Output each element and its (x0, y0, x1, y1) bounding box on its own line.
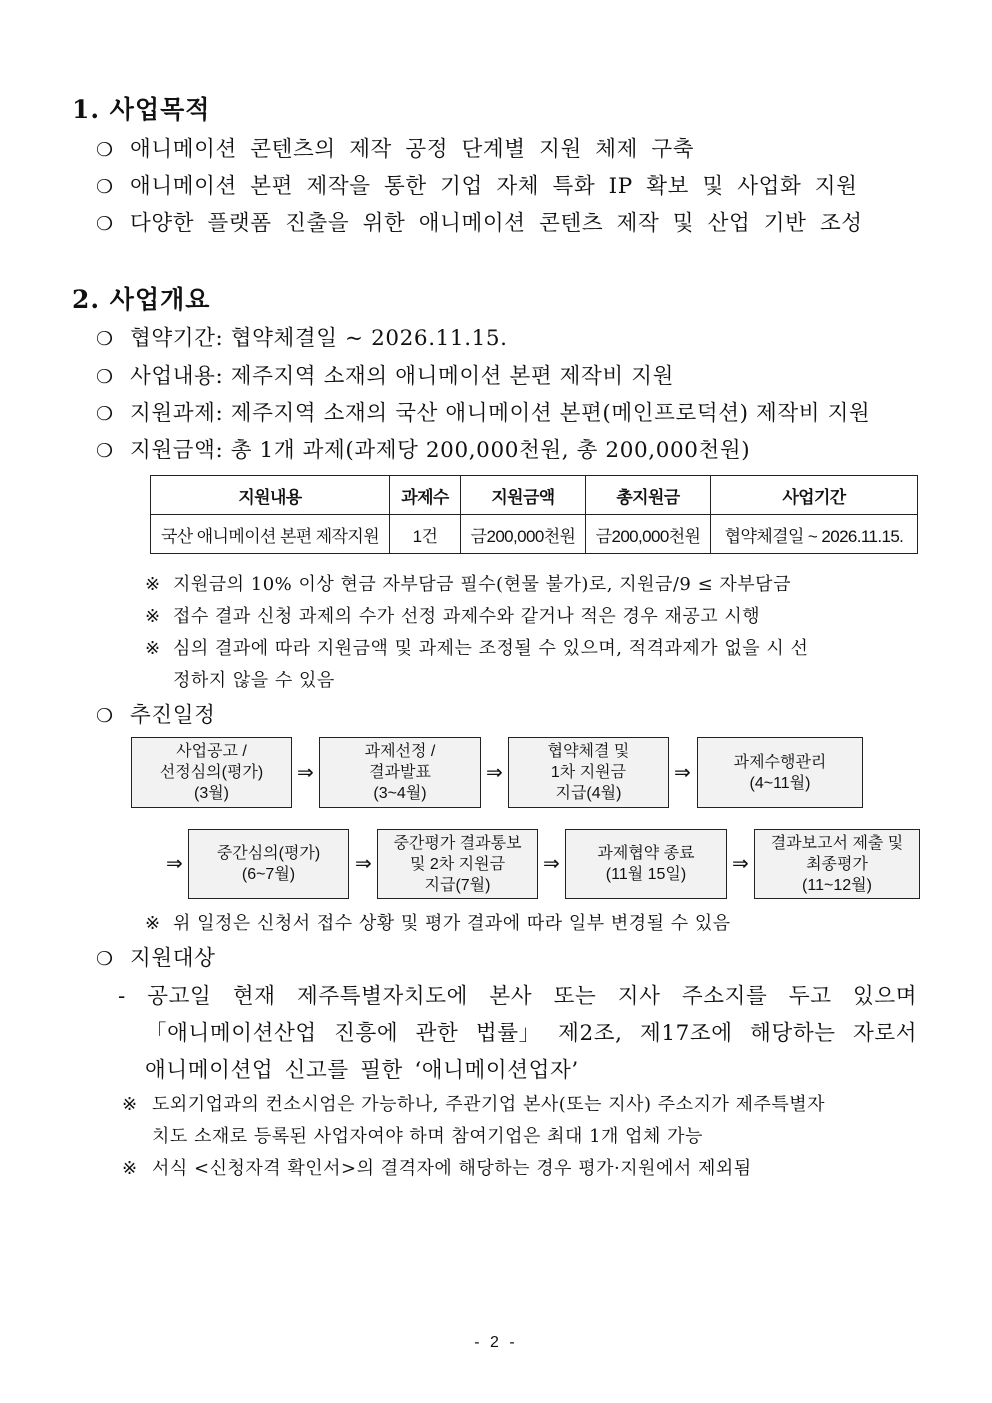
purpose-item-3: ❍ 다양한 플랫폼 진출을 위한 애니메이션 콘텐츠 제작 및 산업 기반 조성 (96, 211, 863, 236)
schedule-step-8: 결과보고서 제출 및 최종평가 (11~12월) (754, 829, 920, 899)
target-line-2: 「애니메이션산업 진흥에 관한 법률」 제2조, 제17조에 해당하는 자로서 (145, 1021, 918, 1046)
target-title: ❍ 지원대상 (96, 946, 216, 971)
funding-table (150, 475, 918, 554)
page-number: - 2 - (474, 1334, 518, 1351)
reference-mark-icon: ※ (145, 606, 161, 627)
schedule-step-3: 협약체결 및 1차 지원금 지급(4월) (508, 737, 669, 808)
right-arrow-icon: ⇒ (674, 760, 691, 784)
right-arrow-icon: ⇒ (486, 760, 503, 784)
overview-item-1: ❍ 협약기간: 협약체결일 ~ 2026.11.15. (96, 326, 508, 351)
note-3: ※ 심의 결과에 따라 지원금액 및 과제는 조정될 수 있으며, 적격과제가 없을 시 선 (145, 638, 809, 659)
note-3-continued: 정하지 않을 수 있음 (173, 670, 335, 691)
target-note-2: ※ 서식 <신청자격 확인서>의 결격자에 해당하는 경우 평가·지원에서 제외됨 (122, 1158, 752, 1179)
note-2: ※ 접수 결과 신청 과제의 수가 선정 과제수와 같거나 적은 경우 재공고 시행 (145, 606, 761, 627)
table-header-cell: 지원내용 (151, 476, 390, 515)
reference-mark-icon: ※ (122, 1094, 138, 1115)
table-header-cell: 과제수 (390, 476, 461, 515)
table-cell: 금200,000천원 (461, 515, 586, 554)
circle-bullet-icon: ❍ (96, 328, 114, 350)
right-arrow-icon: ⇒ (355, 851, 372, 875)
table-header-row (151, 476, 918, 515)
reference-mark-icon: ※ (145, 574, 161, 595)
target-note-1: ※ 도외기업과의 컨소시엄은 가능하나, 주관기업 본사(또는 지사) 주소지가 제주특별자 (122, 1094, 826, 1115)
schedule-title: ❍ 추진일정 (96, 703, 216, 728)
note-1: ※ 지원금의 10% 이상 현금 자부담금 필수(현물 불가)로, 지원금/9 ≤ 자부담금 (145, 574, 791, 595)
overview-item-3: ❍ 지원과제: 제주지역 소재의 국산 애니메이션 본편(메인프로덕션) 제작비 지원 (96, 401, 871, 426)
circle-bullet-icon: ❍ (96, 440, 114, 462)
reference-mark-icon: ※ (145, 638, 161, 659)
section-2-title: 2. 사업개요 (72, 285, 211, 314)
right-arrow-icon: ⇒ (166, 851, 183, 875)
schedule-step-5: 중간심의(평가) (6~7월) (188, 829, 349, 899)
circle-bullet-icon: ❍ (96, 948, 114, 970)
purpose-item-2: ❍ 애니메이션 본편 제작을 통한 기업 자체 특화 IP 확보 및 사업화 지원 (96, 174, 858, 199)
schedule-note: ※ 위 일정은 신청서 접수 상황 및 평가 결과에 따라 일부 변경될 수 있음 (145, 913, 731, 934)
target-note-1-continued: 치도 소재로 등록된 사업자여야 하며 참여기업은 최대 1개 업체 가능 (152, 1126, 703, 1147)
circle-bullet-icon: ❍ (96, 366, 114, 388)
table-row (151, 515, 918, 554)
target-line-1: - 공고일 현재 제주특별자치도에 본사 또는 지사 주소지를 두고 있으며 (118, 984, 918, 1009)
table-cell: 금200,000천원 (586, 515, 711, 554)
circle-bullet-icon: ❍ (96, 705, 114, 727)
table-cell: 협약체결일 ~ 2026.11.15. (711, 515, 918, 554)
circle-bullet-icon: ❍ (96, 139, 114, 161)
circle-bullet-icon: ❍ (96, 213, 114, 235)
schedule-step-2: 과제선정 / 결과발표 (3~4월) (319, 737, 481, 808)
circle-bullet-icon: ❍ (96, 403, 114, 425)
overview-item-2: ❍ 사업내용: 제주지역 소재의 애니메이션 본편 제작비 지원 (96, 364, 674, 389)
schedule-step-6: 중간평가 결과통보 및 2차 지원금 지급(7월) (377, 829, 538, 899)
right-arrow-icon: ⇒ (297, 760, 314, 784)
table-header-cell: 지원금액 (461, 476, 586, 515)
reference-mark-icon: ※ (145, 913, 161, 934)
schedule-step-7: 과제협약 종료 (11월 15일) (565, 829, 727, 899)
reference-mark-icon: ※ (122, 1158, 138, 1179)
table-cell: 국산 애니메이션 본편 제작지원 (151, 515, 390, 554)
schedule-step-1: 사업공고 / 선정심의(평가) (3월) (131, 737, 292, 808)
table-cell: 1건 (390, 515, 461, 554)
section-1-title: 1. 사업목적 (72, 95, 211, 124)
right-arrow-icon: ⇒ (543, 851, 560, 875)
right-arrow-icon: ⇒ (732, 851, 749, 875)
table-header-cell: 사업기간 (711, 476, 918, 515)
purpose-item-1: ❍ 애니메이션 콘텐츠의 제작 공정 단계별 지원 체제 구축 (96, 137, 695, 162)
circle-bullet-icon: ❍ (96, 176, 114, 198)
schedule-step-4: 과제수행관리 (4~11월) (697, 737, 863, 808)
target-line-3: 애니메이션업 신고를 필한 ‘애니메이션업자’ (145, 1058, 579, 1083)
overview-item-4: ❍ 지원금액: 총 1개 과제(과제당 200,000천원, 총 200,000천원) (96, 438, 751, 463)
table-header-cell: 총지원금 (586, 476, 711, 515)
